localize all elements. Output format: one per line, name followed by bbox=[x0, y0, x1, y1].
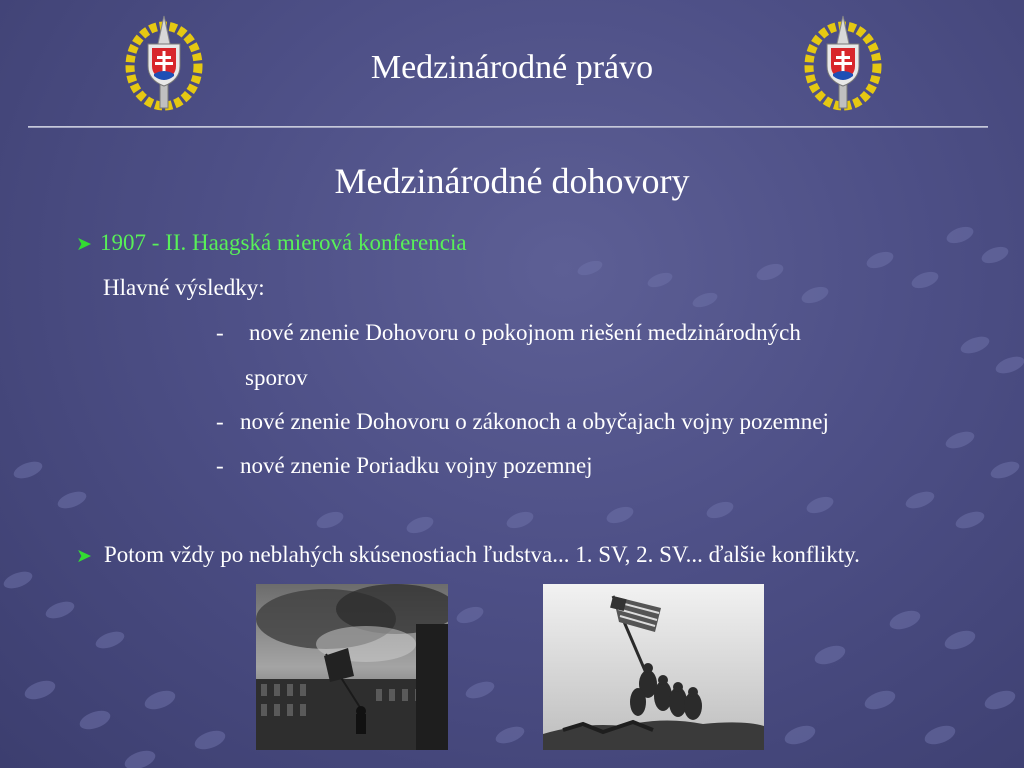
result-item-1-line1: nové znenie Dohovoru o pokojnom riešení medzinárodných bbox=[249, 320, 801, 345]
result-item-3-text: nové znenie Poriadku vojny pozemnej bbox=[240, 453, 593, 478]
result-item-3-dash: - bbox=[216, 453, 224, 478]
header-title: Medzinárodné právo bbox=[370, 49, 654, 86]
result-item-1-dash: - bbox=[216, 320, 224, 345]
results-label: Hlavné výsledky: bbox=[103, 275, 265, 300]
bullet-later-conflicts bbox=[76, 541, 956, 571]
reichstag-flag-photo bbox=[256, 584, 448, 750]
arrow-bullet-icon: ➤ bbox=[76, 234, 92, 255]
slide-subtitle: Medzinárodné dohovory bbox=[334, 161, 690, 201]
iwo-jima-flag-photo bbox=[543, 584, 764, 750]
result-item-2-text: nové znenie Dohovoru o zákonoch a obyčajach vojny pozemnej bbox=[240, 409, 829, 434]
bullet-text: Potom vždy po neblahých skúsenostiach ľudstva... 1. SV, 2. SV... ďalšie konflikty. bbox=[104, 542, 860, 567]
result-item-2-dash: - bbox=[216, 409, 224, 434]
bullet-1907-conference bbox=[76, 229, 467, 259]
arrow-bullet-icon: ➤ bbox=[76, 546, 92, 567]
result-item-1-line2: sporov bbox=[245, 365, 308, 390]
bullet-heading: 1907 - II. Haagská mierová konferencia bbox=[100, 230, 467, 255]
header-divider bbox=[28, 126, 988, 128]
